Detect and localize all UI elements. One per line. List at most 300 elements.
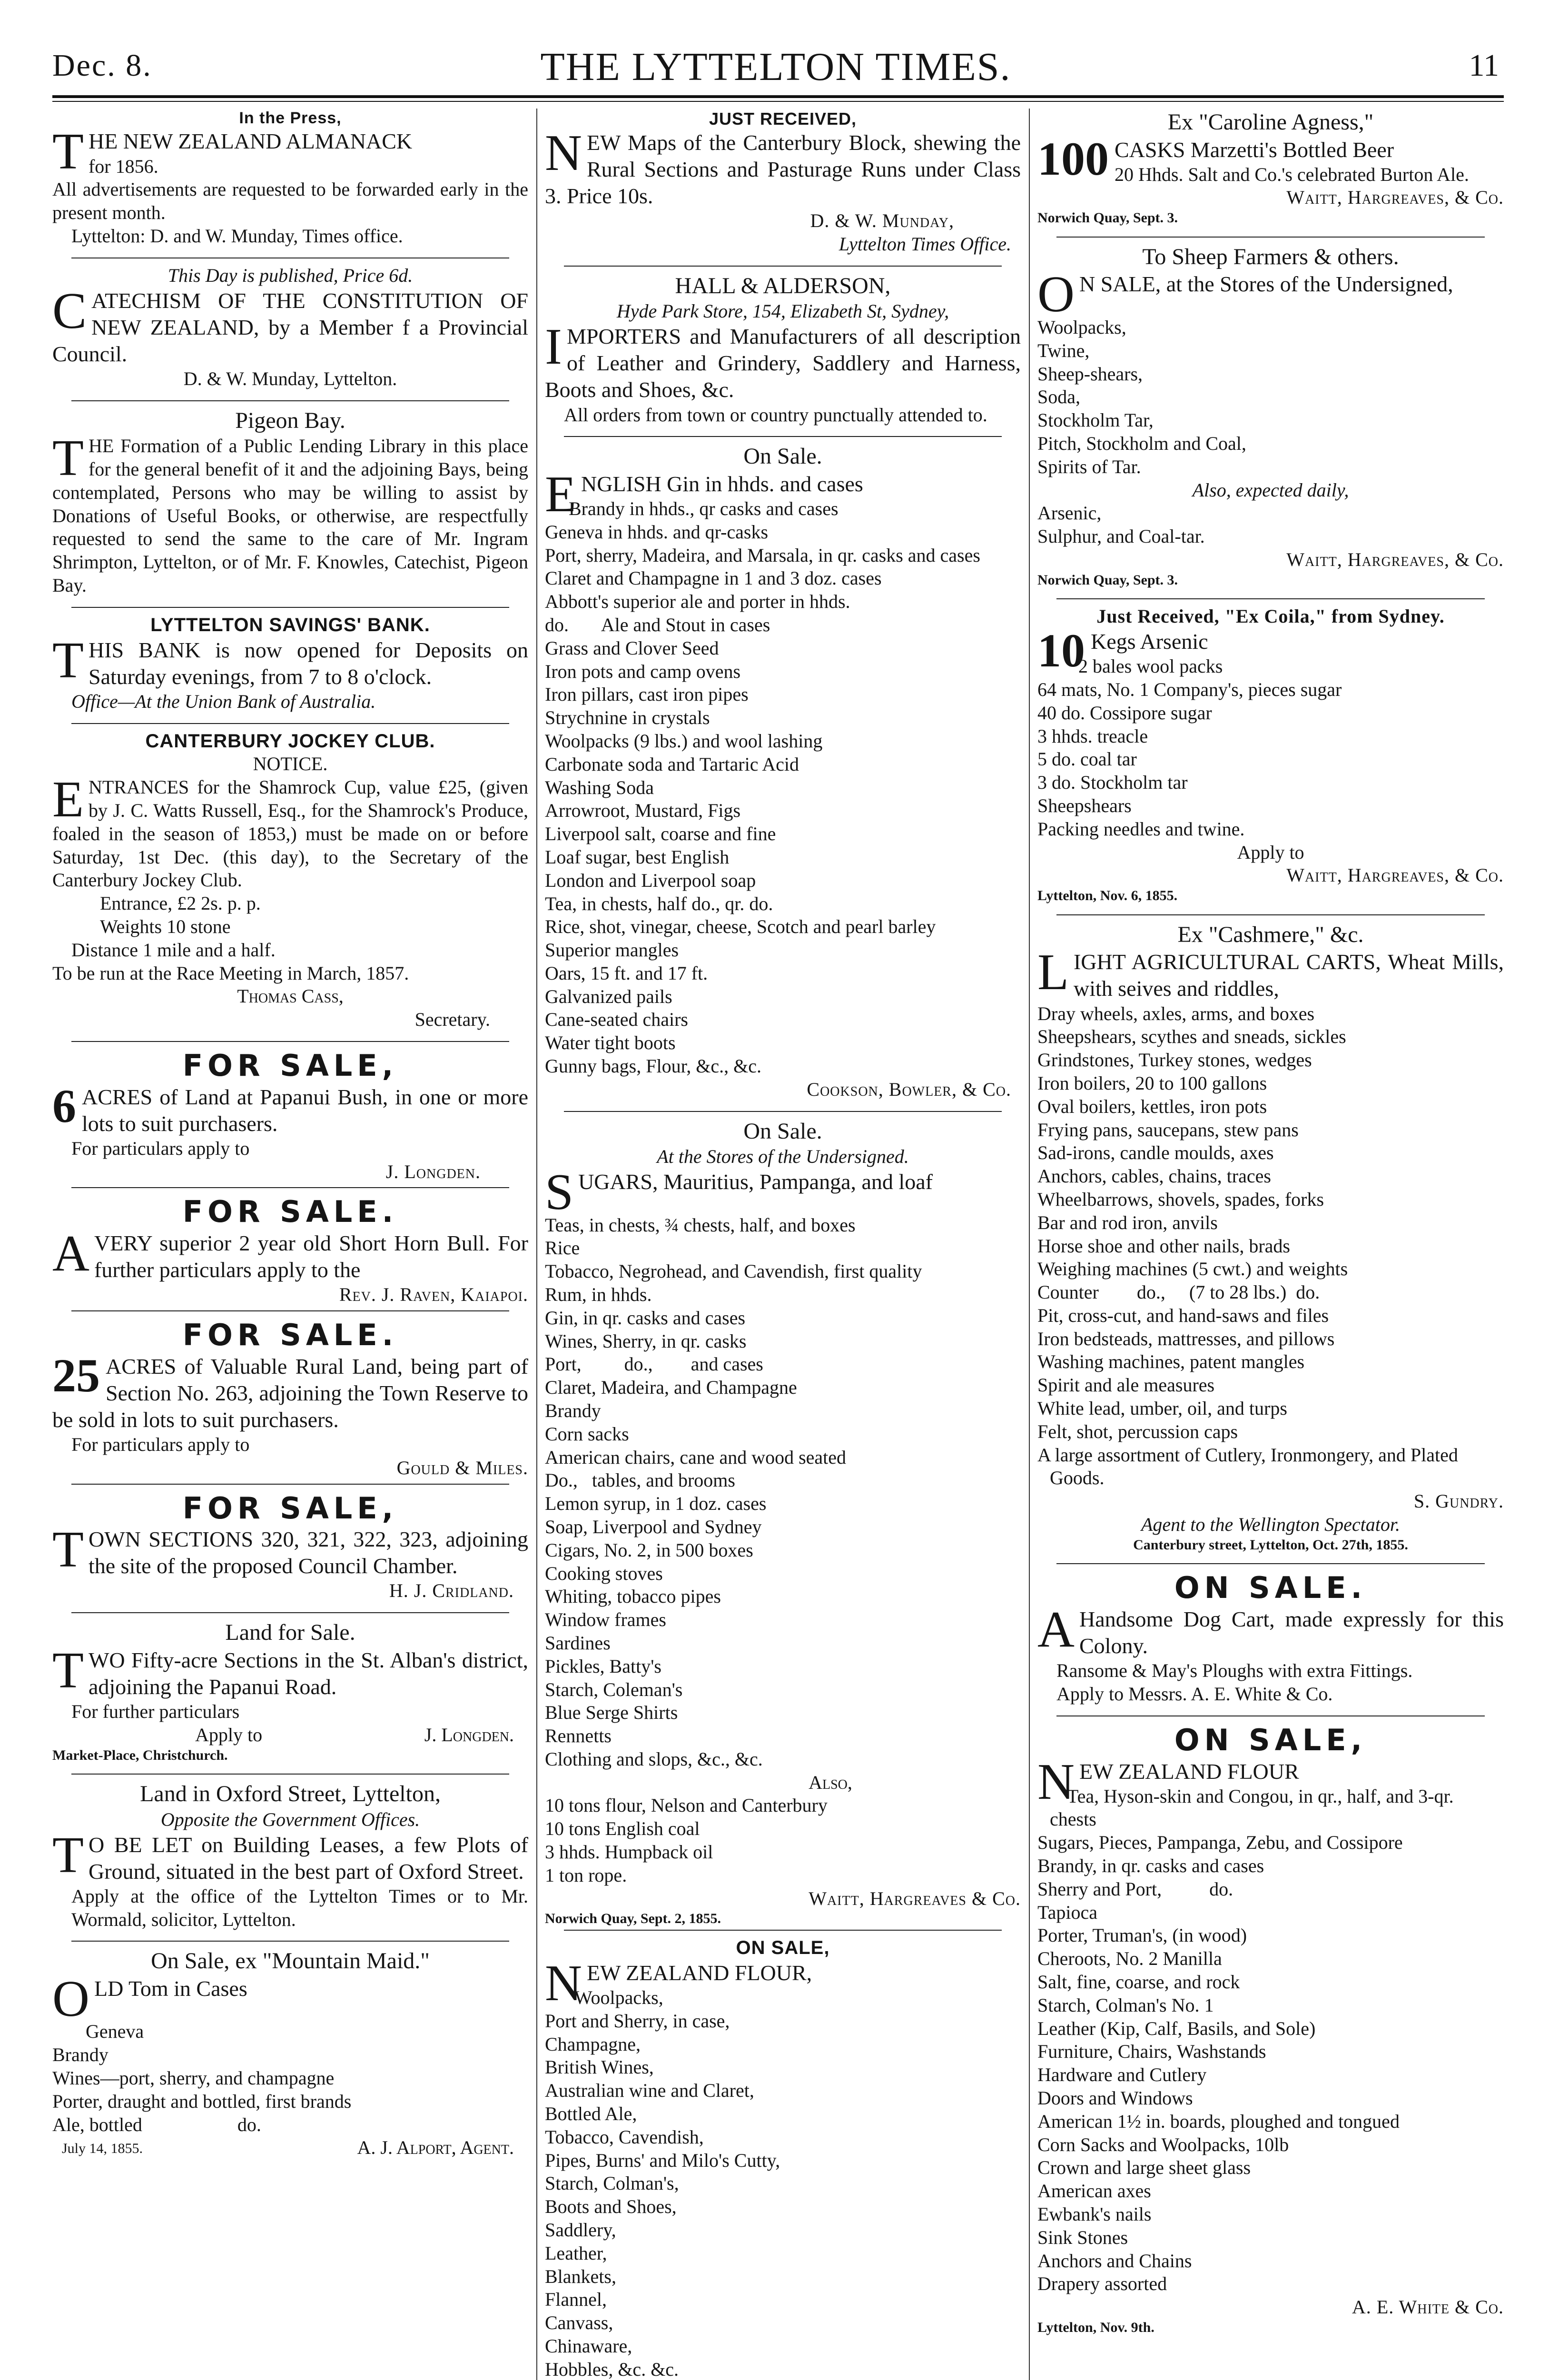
- ad-mountain-maid: [52, 1947, 528, 2160]
- ad-line: Distance 1 mile and a half.: [71, 939, 276, 961]
- drop-number: 100: [1037, 132, 1109, 185]
- drop-number: 10: [1037, 624, 1085, 677]
- drop-cap: L: [1037, 944, 1069, 1001]
- column-3: [1037, 109, 1504, 2380]
- ad-waitt-sugars: [545, 1118, 1021, 1928]
- separator: [71, 1187, 509, 1188]
- drop-cap: N: [545, 124, 582, 181]
- ad-ae-white: [1037, 1722, 1504, 2337]
- list-item: Galvanized pails: [545, 985, 672, 1007]
- ad-lead: Kegs Arsenic: [1091, 629, 1208, 654]
- ad-signature: Cookson, Bowler, & Co.: [807, 1078, 1011, 1100]
- ad-signature: Waitt, Hargreaves, & Co.: [1286, 864, 1504, 886]
- list-item: Weighing machines (5 cwt.) and weights: [1037, 1258, 1348, 1280]
- list-item: Corn sacks: [545, 1423, 629, 1445]
- ad-land-for-sale: [52, 1619, 528, 1764]
- ad-heading: On Sale, ex "Mountain Maid.": [151, 1948, 430, 1974]
- list-item: Gin, in qr. casks and cases: [545, 1307, 746, 1329]
- list-item: Oval boilers, kettles, iron pots: [1037, 1095, 1267, 1117]
- drop-cap: A: [1037, 1601, 1075, 1658]
- ad-body: Handsome Dog Cart, made expressly for this Colony.: [1079, 1607, 1504, 1658]
- list-item: Dray wheels, axles, arms, and boxes: [1037, 1002, 1315, 1024]
- list-item: Port, do., and cases: [545, 1353, 763, 1375]
- masthead-rule: [52, 95, 1504, 98]
- list-item: Superior mangles: [545, 939, 679, 961]
- list-item: Window frames: [545, 1609, 666, 1631]
- ad-line: Ransome & May's Ploughs with extra Fittings.: [1056, 1660, 1413, 1682]
- ad-blakiston: [545, 1936, 1021, 2380]
- ad-heading: LYTTELTON SAVINGS' BANK.: [150, 614, 430, 635]
- list-item: 2 bales wool packs: [1078, 655, 1223, 677]
- ad-agent: Agent to the Wellington Spectator.: [1141, 1514, 1400, 1536]
- ad-ex-coila: [1037, 605, 1504, 904]
- list-item: Lemon syrup, in 1 doz. cases: [545, 1493, 767, 1515]
- ad-lead: EW ZEALAND FLOUR: [1079, 1759, 1299, 1784]
- item-list: [545, 1214, 1021, 1771]
- list-item: Pit, cross-cut, and hand-saws and files: [1037, 1304, 1329, 1326]
- ad-apply: Apply to: [195, 1724, 263, 1745]
- list-item: Spirit and ale measures: [1037, 1374, 1215, 1396]
- ad-signature: J. Longden.: [385, 1160, 481, 1182]
- list-item: Rum, in hhds.: [545, 1283, 652, 1305]
- list-item: Woolpacks,: [574, 1986, 663, 2008]
- list-item: Gunny bags, Flour, &c., &c.: [545, 1055, 762, 1077]
- separator: [564, 436, 1002, 437]
- ad-heading: FOR SALE.: [182, 1318, 398, 1353]
- ad-signature: H. J. Cridland.: [389, 1580, 514, 1602]
- list-item: Loaf sugar, best English: [545, 846, 730, 868]
- ad-heading: Ex "Caroline Agness,": [1167, 109, 1374, 135]
- list-item: Oars, 15 ft. and 17 ft.: [545, 962, 708, 984]
- ad-date: July 14, 1855.: [62, 2141, 143, 2157]
- ad-sale-town-sections: [52, 1490, 528, 1603]
- list-item: Boots and Shoes,: [545, 2196, 677, 2218]
- ad-date: Norwich Quay, Sept. 3.: [1037, 572, 1178, 588]
- list-item: Iron boilers, 20 to 100 gallons: [1037, 1072, 1267, 1094]
- ad-line: To be run at the Race Meeting in March, 1857.: [52, 962, 409, 984]
- list-item: Geneva in hhds. and qr-casks: [545, 521, 769, 543]
- ad-date: Norwich Quay, Sept. 3.: [1037, 210, 1178, 226]
- list-item: Cooking stoves: [545, 1562, 663, 1584]
- list-item: Sink Stones: [1037, 2226, 1128, 2248]
- ad-heading: FOR SALE.: [182, 1194, 398, 1230]
- list-item: Sheep-shears,: [1037, 363, 1143, 385]
- list-item: Sherry and Port, do.: [1037, 1878, 1233, 1900]
- ad-heading: FOR SALE,: [182, 1048, 398, 1083]
- list-item: Liverpool salt, coarse and fine: [545, 823, 776, 845]
- list-item: Ewbank's nails: [1037, 2203, 1152, 2225]
- item-list: [545, 1986, 1021, 2380]
- list-item: Champagne,: [545, 2033, 641, 2055]
- ad-signature: D. & W. Munday,: [810, 210, 954, 232]
- list-item: Teas, in chests, ¾ chests, half, and boxes: [545, 1214, 856, 1236]
- list-item: Chinaware,: [545, 2335, 632, 2357]
- separator: [71, 1612, 509, 1613]
- ad-kicker: In the Press,: [239, 109, 342, 127]
- list-item: Rennetts: [545, 1725, 612, 1747]
- list-item: 1 ton rope.: [545, 1864, 627, 1886]
- list-item: Corn Sacks and Woolpacks, 10lb: [1037, 2133, 1289, 2155]
- ad-jockey-club: [52, 730, 528, 1031]
- ad-heading: Land in Oxford Street, Lyttelton,: [140, 1781, 441, 1807]
- ad-kicker: This Day is published, Price 6d.: [168, 264, 413, 286]
- separator: [1056, 598, 1485, 599]
- list-item: Tobacco, Negrohead, and Cavendish, first quality: [545, 1260, 922, 1282]
- separator: [71, 1041, 509, 1042]
- ad-body: NTRANCES for the Shamrock Cup, value £25, (given by J. C. Watts Russell, Esq., for the Shamrock's Produce, foaled in the season of 1853,) must be made on or before Saturday, 1st Dec. (this day), to the Secretary of the Canterbury Jockey Club.: [52, 776, 528, 891]
- list-item: Hardware and Cutlery: [1037, 2064, 1207, 2086]
- ad-apply: For particulars apply to: [71, 1137, 250, 1159]
- ad-signature: A. E. White & Co.: [1352, 2296, 1504, 2318]
- drop-cap: S: [545, 1164, 574, 1221]
- ad-sale-papanui: [52, 1048, 528, 1183]
- ad-kicker: JUST RECEIVED,: [709, 109, 857, 129]
- ad-date: Canterbury street, Lyttelton, Oct. 27th, 1855.: [1133, 1537, 1408, 1553]
- list-item: Whiting, tobacco pipes: [545, 1586, 721, 1607]
- list-item: Iron pillars, cast iron pipes: [545, 684, 749, 705]
- list-item: A large assortment of Cutlery, Ironmongery, and Plated Goods.: [1037, 1444, 1463, 1489]
- list-item: Soap, Liverpool and Sydney: [545, 1516, 762, 1537]
- separator: [71, 400, 509, 401]
- ad-heading: Just Received, "Ex Coila," from Sydney.: [1096, 605, 1445, 627]
- list-item: American 1½ in. boards, ploughed and tongued: [1037, 2110, 1400, 2132]
- list-item: Soda,: [1037, 386, 1080, 408]
- list-item: Spirits of Tar.: [1037, 456, 1141, 477]
- list-item: Cigars, No. 2, in 500 boxes: [545, 1539, 753, 1561]
- list-item: Brandy: [52, 2044, 109, 2066]
- list-item: Sardines: [545, 1632, 611, 1654]
- separator: [71, 1310, 509, 1311]
- ad-body: All advertisements are requested to be forwarded early in the present month.: [52, 178, 528, 224]
- separator: [71, 1941, 509, 1942]
- list-item: Port, sherry, Madeira, and Marsala, in qr. casks and cases: [545, 544, 980, 566]
- list-item: Cheroots, No. 2 Manilla: [1037, 1948, 1222, 1970]
- ad-lead: N SALE, at the Stores of the Undersigned,: [1079, 272, 1453, 297]
- ad-also: Also, expected daily,: [1192, 479, 1349, 501]
- ad-apply: Apply to Messrs. A. E. White & Co.: [1056, 1683, 1333, 1705]
- ad-body: 20 Hhds. Salt and Co.'s celebrated Burton Ale.: [1115, 163, 1469, 185]
- item-list: [1037, 502, 1504, 548]
- ad-cookson-bowler: [545, 443, 1021, 1101]
- ad-apply: Apply to: [1237, 841, 1304, 863]
- ad-heading: On Sale.: [743, 1118, 822, 1144]
- ad-maps: [545, 109, 1021, 256]
- list-item: Bottled Ale,: [545, 2102, 637, 2124]
- list-item: Port and Sherry, in case,: [545, 2010, 730, 2032]
- list-item: Abbott's superior ale and porter in hhds.: [545, 591, 850, 613]
- list-item: British Wines,: [545, 2056, 654, 2078]
- ad-signature: Rev. J. Raven, Kaiapoi.: [339, 1284, 528, 1306]
- drop-cap: T: [52, 1521, 84, 1578]
- ad-line: For further particulars: [71, 1701, 240, 1723]
- ad-heading: ON SALE,: [736, 1937, 830, 1959]
- ad-dog-cart: [1037, 1570, 1504, 1706]
- list-item: Brandy in hhds., qr casks and cases: [568, 497, 839, 519]
- list-item: Counter do., (7 to 28 lbs.) do.: [1037, 1281, 1320, 1303]
- list-item: Horse shoe and other nails, brads: [1037, 1235, 1290, 1257]
- separator: [71, 1774, 509, 1775]
- ad-sale-bull: [52, 1194, 528, 1307]
- ad-body: ACRES of Valuable Rural Land, being part of Section No. 263, adjoining the Town Reserve to be sold in lots to suit purchasers.: [52, 1354, 528, 1432]
- list-item: Frying pans, saucepans, stew pans: [1037, 1119, 1299, 1140]
- ad-line: for 1856.: [88, 155, 158, 177]
- masthead: [52, 44, 1499, 91]
- drop-cap: I: [545, 318, 562, 376]
- ad-signature: Waitt, Hargreaves, & Co.: [1286, 548, 1504, 570]
- list-item: Porter, Truman's, (in wood): [1037, 1924, 1247, 1946]
- ad-heading: Pigeon Bay.: [235, 407, 345, 433]
- ad-signature: S. Gundry.: [1413, 1490, 1504, 1512]
- ad-also: Also,: [809, 1771, 852, 1793]
- ad-sheep-farmers: [1037, 243, 1504, 589]
- ad-pigeon-bay: [52, 407, 528, 597]
- list-item: Twine,: [1037, 339, 1090, 361]
- ad-body: O BE LET on Building Leases, a few Plots of Ground, situated in the best part of Oxford Street.: [88, 1832, 528, 1884]
- list-item: 3 hhds. Humpback oil: [545, 1841, 713, 1863]
- list-item: 5 do. coal tar: [1037, 748, 1137, 770]
- list-item: Packing needles and twine.: [1037, 818, 1245, 840]
- list-item: Salt, fine, coarse, and rock: [1037, 1971, 1240, 1993]
- item-list: [545, 1794, 1021, 1887]
- ad-lead: UGARS, Mauritius, Pampanga, and loaf: [578, 1170, 933, 1194]
- ad-line: Entrance, £2 2s. p. p.: [100, 892, 261, 914]
- list-item: Brandy: [545, 1399, 601, 1421]
- list-item: Tea, in chests, half do., qr. do.: [545, 892, 773, 914]
- list-item: Sad-irons, candle moulds, axes: [1037, 1142, 1274, 1164]
- item-list: [1037, 316, 1504, 479]
- drop-cap: O: [52, 1970, 89, 2027]
- ad-lead: NGLISH Gin in hhds. and cases: [581, 471, 863, 496]
- separator: [71, 607, 509, 608]
- list-item: White lead, umber, oil, and turps: [1037, 1398, 1287, 1419]
- ad-body: HE Formation of a Public Lending Library in this place for the general benefit of it and the adjoining Bays, being contemplated, Persons who may be willing to assist by Donations of Useful Books, or otherwise, are respectfully requested to send the same to the care of Mr. Ingram Shrimpton, Lyttelton, or of Mr. F. Knowles, Catechist, Pigeon Bay.: [52, 435, 528, 596]
- list-item: American chairs, cane and wood seated: [545, 1446, 847, 1468]
- item-list: [545, 497, 1021, 1078]
- list-item: Arrowroot, Mustard, Figs: [545, 800, 741, 822]
- ad-subheading: At the Stores of the Undersigned.: [657, 1146, 909, 1168]
- ad-lead: HE NEW ZEALAND ALMANACK: [88, 129, 413, 154]
- list-item: Clothing and slops, &c., &c.: [545, 1748, 763, 1770]
- list-item: Bar and rod iron, anvils: [1037, 1211, 1218, 1233]
- list-item: Starch, Colman's No. 1: [1037, 1994, 1214, 2016]
- list-item: Tapioca: [1037, 1901, 1098, 1923]
- list-item: Wines—port, sherry, and champagne: [52, 2067, 335, 2089]
- masthead-rule-thin: [52, 101, 1504, 102]
- list-item: 10 tons English coal: [545, 1818, 700, 1840]
- list-item: Sulphur, and Coal-tar.: [1037, 526, 1205, 547]
- list-item: Saddlery,: [545, 2219, 616, 2241]
- list-item: Strychnine in crystals: [545, 707, 710, 729]
- drop-cap: E: [545, 466, 576, 523]
- list-item: Stockholm Tar,: [1037, 409, 1154, 431]
- ad-signature: Thomas Cass,: [237, 985, 344, 1007]
- drop-cap: C: [52, 282, 87, 339]
- ad-signature-office: Lyttelton Times Office.: [839, 233, 1011, 255]
- list-item: Claret, Madeira, and Champagne: [545, 1377, 797, 1398]
- separator: [1056, 1563, 1485, 1564]
- list-item: Grass and Clover Seed: [545, 637, 719, 659]
- list-item: do. Ale and Stout in cases: [545, 614, 770, 635]
- list-item: Leather,: [545, 2242, 607, 2264]
- ad-body: ACRES of Land at Papanui Bush, in one or more lots to suit purchasers.: [82, 1084, 528, 1136]
- ad-oxford-street: [52, 1780, 528, 1931]
- list-item: Australian wine and Claret,: [545, 2080, 754, 2102]
- list-item: Grindstones, Turkey stones, wedges: [1037, 1049, 1312, 1071]
- list-item: Leather (Kip, Calf, Basils, and Sole): [1037, 2017, 1316, 2039]
- list-item: Canvass,: [545, 2312, 613, 2334]
- issue-date: Dec. 8.: [52, 48, 152, 83]
- ad-signature: Gould & Miles.: [396, 1457, 528, 1478]
- drop-cap: T: [52, 632, 84, 689]
- ad-sale-rural-land: [52, 1317, 528, 1480]
- ad-signature-title: Secretary.: [414, 1009, 490, 1031]
- list-item: Anchors and Chains: [1037, 2250, 1192, 2271]
- ad-heading: On Sale.: [743, 444, 822, 469]
- list-item: Tobacco, Cavendish,: [545, 2126, 704, 2148]
- ad-signature: D. & W. Munday, Lyttelton.: [183, 367, 397, 389]
- page-number: 11: [1469, 48, 1499, 83]
- drop-number: 25: [52, 1349, 100, 1402]
- ad-lead: IGHT AGRICULTURAL CARTS, Wheat Mills, with seives and riddles,: [1073, 950, 1504, 1001]
- list-item: Doors and Windows: [1037, 2087, 1193, 2109]
- ad-savings-bank: [52, 614, 528, 714]
- drop-cap: E: [52, 771, 84, 828]
- list-item: Carbonate soda and Tartaric Acid: [545, 753, 799, 775]
- list-item: Arsenic,: [1037, 502, 1102, 524]
- ad-body: WO Fifty-acre Sections in the St. Alban's district, adjoining the Papanui Road.: [88, 1647, 528, 1699]
- ad-cashmere: [1037, 921, 1504, 1554]
- separator: [1056, 914, 1485, 915]
- ad-line: Weights 10 stone: [100, 916, 231, 937]
- column-divider-1: [536, 109, 537, 2380]
- list-item: Pickles, Batty's: [545, 1655, 661, 1677]
- newspaper-title: THE LYTTELTON TIMES.: [540, 45, 1011, 89]
- list-item: Geneva: [86, 2021, 144, 2043]
- list-item: Porter, draught and bottled, first brands: [52, 2090, 352, 2112]
- ad-body: OWN SECTIONS 320, 321, 322, 323, adjoining the site of the proposed Council Chamber.: [88, 1527, 528, 1578]
- list-item: Pitch, Stockholm and Coal,: [1037, 432, 1246, 454]
- list-item: Ale, bottled do.: [52, 2113, 261, 2135]
- ad-apply: Apply at the office of the Lyttelton Times or to Mr. Wormald, solicitor, Lyttelton.: [71, 1885, 528, 1930]
- column-2: [545, 109, 1021, 2380]
- list-item: Anchors, cables, chains, traces: [1037, 1165, 1271, 1187]
- ad-caroline-agness: [1037, 109, 1504, 227]
- list-item: Wines, Sherry, in qr. casks: [545, 1330, 747, 1352]
- list-item: Woolpacks,: [1037, 316, 1126, 338]
- list-item: American axes: [1037, 2180, 1151, 2202]
- ad-body: EW Maps of the Canterbury Block, shewing the Rural Sections and Pasturage Runs under Class 3. Price 10s.: [545, 130, 1021, 208]
- ad-heading: HALL & ALDERSON,: [675, 273, 891, 298]
- list-item: Felt, shot, percussion caps: [1037, 1420, 1238, 1442]
- ad-hall-alderson: [545, 272, 1021, 426]
- list-item: Rice: [545, 1237, 580, 1259]
- list-item: Tea, Hyson-skin and Congou, in qr., half, and 3-qr. chests: [1050, 1785, 1459, 1830]
- ad-heading: ON SALE,: [1174, 1722, 1367, 1757]
- ad-signature: Lyttelton: D. and W. Munday, Times office.: [71, 225, 403, 247]
- list-item: Starch, Coleman's: [545, 1678, 683, 1700]
- drop-cap: T: [52, 1642, 84, 1699]
- list-item: Starch, Colman's,: [545, 2172, 679, 2194]
- list-item: Iron bedsteads, mattresses, and pillows: [1037, 1328, 1335, 1349]
- drop-cap: A: [52, 1225, 89, 1282]
- list-item: Blankets,: [545, 2265, 616, 2287]
- list-item: Claret and Champagne in 1 and 3 doz. cases: [545, 567, 882, 589]
- list-item: 10 tons flour, Nelson and Canterbury: [545, 1795, 828, 1816]
- ad-office: Office—At the Union Bank of Australia.: [71, 690, 376, 712]
- drop-cap: N: [1037, 1753, 1075, 1810]
- ad-apply: For particulars apply to: [71, 1434, 250, 1456]
- list-item: 3 do. Stockholm tar: [1037, 772, 1188, 793]
- ad-lead: LD Tom in Cases: [94, 1976, 247, 2001]
- list-item: Do., tables, and brooms: [545, 1469, 735, 1491]
- item-list: [1037, 655, 1504, 841]
- list-item: Flannel,: [545, 2289, 607, 2311]
- item-list: [1037, 1785, 1504, 2296]
- list-item: Cane-seated chairs: [545, 1009, 688, 1031]
- separator: [564, 266, 1002, 267]
- list-item: Sugars, Pieces, Pampanga, Zebu, and Cossipore: [1037, 1832, 1403, 1854]
- ad-heading: FOR SALE,: [182, 1490, 398, 1526]
- list-item: 40 do. Cossipore sugar: [1037, 702, 1212, 724]
- ad-heading: ON SALE.: [1174, 1570, 1367, 1606]
- ad-subheading: Hyde Park Store, 154, Elizabeth St, Sydney,: [616, 300, 949, 322]
- separator: [71, 1484, 509, 1485]
- separator: [564, 1930, 1002, 1931]
- ad-heading: CANTERBURY JOCKEY CLUB.: [145, 730, 435, 752]
- separator: [564, 1111, 1002, 1112]
- list-item: 3 hhds. treacle: [1037, 725, 1148, 747]
- ad-catechism: [52, 264, 528, 391]
- drop-cap: O: [1037, 266, 1075, 323]
- ad-subheading: Opposite the Government Offices.: [160, 1808, 420, 1830]
- ad-note: All orders from town or country punctually attended to.: [564, 404, 987, 426]
- ad-date: Lyttelton, Nov. 6, 1855.: [1037, 888, 1178, 904]
- list-item: Pipes, Burns' and Milo's Cutty,: [545, 2149, 780, 2171]
- ad-date: Lyttelton, Nov. 9th.: [1037, 2319, 1154, 2335]
- ad-signature: J. Longden.: [424, 1724, 514, 1745]
- list-item: Drapery assorted: [1037, 2273, 1167, 2295]
- ad-heading: To Sheep Farmers & others.: [1142, 244, 1399, 269]
- drop-cap: N: [545, 1954, 582, 2012]
- list-item: Sheepshears: [1037, 794, 1132, 816]
- ad-almanack: [52, 109, 528, 248]
- ad-lead: ATECHISM OF THE CONSTITUTION OF NEW ZEALAND, by a Member f a Provincial Council.: [52, 288, 528, 366]
- drop-cap: T: [52, 123, 84, 180]
- list-item: Water tight boots: [545, 1032, 676, 1054]
- ad-address: Market-Place, Christchurch.: [52, 1747, 228, 1763]
- ad-body: MPORTERS and Manufacturers of all description of Leather and Grindery, Saddlery and Harness, Boots and Shoes, &c.: [545, 324, 1021, 402]
- drop-cap: T: [52, 430, 84, 487]
- list-item: Blue Serge Shirts: [545, 1702, 678, 1724]
- list-item: Wheelbarrows, shovels, spades, forks: [1037, 1188, 1324, 1210]
- list-item: Furniture, Chairs, Washstands: [1037, 2041, 1266, 2063]
- drop-cap: T: [52, 1826, 84, 1884]
- item-list: [1037, 1002, 1504, 1490]
- drop-number: 6: [52, 1079, 76, 1132]
- list-item: Woolpacks (9 lbs.) and wool lashing: [545, 730, 823, 752]
- ad-body: VERY superior 2 year old Short Horn Bull. For further particulars apply to the: [94, 1231, 528, 1282]
- list-item: Washing Soda: [545, 776, 654, 798]
- ad-body: HIS BANK is now opened for Deposits on Saturday evenings, from 7 to 8 o'clock.: [88, 637, 528, 689]
- list-item: 64 mats, No. 1 Company's, pieces sugar: [1037, 679, 1342, 700]
- list-item: Crown and large sheet glass: [1037, 2157, 1251, 2179]
- list-item: Washing machines, patent mangles: [1037, 1351, 1305, 1373]
- list-item: Brandy, in qr. casks and cases: [1037, 1855, 1264, 1877]
- ad-lead: CASKS Marzetti's Bottled Beer: [1115, 137, 1394, 162]
- separator: [1056, 237, 1485, 238]
- column-1: [52, 109, 528, 2380]
- ad-notice: NOTICE.: [253, 753, 328, 775]
